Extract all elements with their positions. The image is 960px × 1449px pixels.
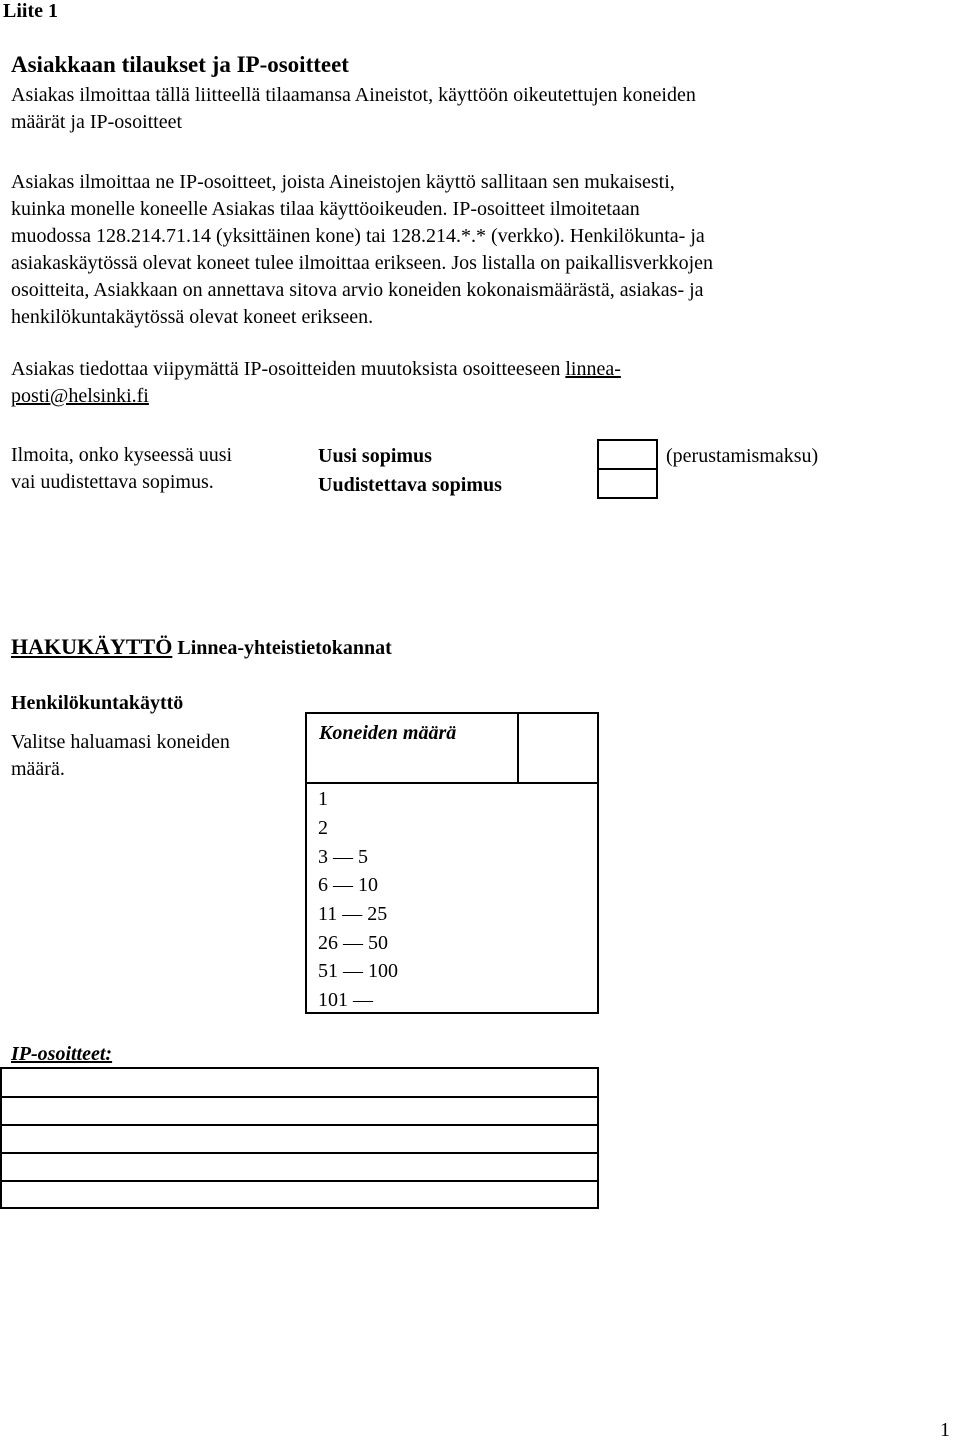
range-option[interactable]: 11 — 25 xyxy=(318,903,388,925)
field-separator xyxy=(2,1124,597,1126)
paragraph-line xyxy=(11,356,621,383)
new-contract-label: Uusi sopimus xyxy=(318,445,432,467)
attachment-label: Liite 1 xyxy=(3,0,58,22)
section-heading xyxy=(11,633,392,662)
intro-line: määrät ja IP-osoitteet xyxy=(11,111,183,133)
paragraph-line: Asiakas ilmoittaa ne IP-osoitteet, joista Aineistojen käyttö sallitaan sen mukaisesti, xyxy=(11,171,675,193)
section-heading-sub: Linnea-yhteistietokannat xyxy=(172,637,392,659)
range-option[interactable]: 51 — 100 xyxy=(318,960,398,982)
page-title: Asiakkaan tilaukset ja IP-osoitteet xyxy=(11,52,349,77)
section-heading-main: HAKUKÄYTTÖ xyxy=(11,634,173,659)
field-separator xyxy=(2,1096,597,1098)
table-divider xyxy=(307,782,597,784)
paragraph-line: osoitteita, Asiakkaan on annettava sitova arvio koneiden kokonaismäärästä, asiakas- ja xyxy=(11,279,704,301)
subsection-heading: Henkilökuntakäyttö xyxy=(11,692,184,714)
ip-address-fields xyxy=(0,1067,599,1209)
range-option[interactable]: 1 xyxy=(318,788,328,810)
machine-count-instruction xyxy=(11,729,230,783)
range-option[interactable]: 3 — 5 xyxy=(318,846,368,868)
intro-line: Asiakas ilmoittaa tällä liitteellä tilaamansa Aineistot, käyttöön oikeutettujen koneiden xyxy=(11,84,696,106)
question-line: vai uudistettava sopimus. xyxy=(11,471,214,493)
renewal-contract-checkbox[interactable] xyxy=(597,468,658,499)
notification-paragraph xyxy=(11,356,621,410)
machine-count-table xyxy=(305,712,599,1014)
field-separator xyxy=(2,1152,597,1154)
paragraph-line: muodossa 128.214.71.14 (yksittäinen kone) tai 128.214.*.* (verkko). Henkilökunta- ja xyxy=(11,225,705,247)
paragraph-line: kuinka monelle koneelle Asiakas tilaa käyttöoikeuden. IP-osoitteet ilmoitetaan xyxy=(11,198,640,220)
paragraph-line: henkilökuntakäytössä olevat koneet erikseen. xyxy=(11,306,374,328)
paragraph-line: asiakaskäytössä olevat koneet tulee ilmoittaa erikseen. Jos listalla on paikallisverkkojen xyxy=(11,252,714,274)
question-line: Ilmoita, onko kyseessä uusi xyxy=(11,444,233,466)
range-option[interactable]: 2 xyxy=(318,817,328,839)
paragraph-line xyxy=(11,383,621,410)
instruction-line: Valitse haluamasi koneiden xyxy=(11,731,230,753)
ip-addresses-label: IP-osoitteet: xyxy=(11,1043,113,1065)
notification-text: Asiakas tiedottaa viipymättä IP-osoitteiden muutoksista osoitteeseen xyxy=(11,358,566,380)
instruction-line: määrä. xyxy=(11,758,65,780)
table-divider xyxy=(517,714,519,783)
range-option[interactable]: 26 — 50 xyxy=(318,932,388,954)
email-link[interactable]: linnea- xyxy=(565,358,621,380)
new-contract-checkbox[interactable] xyxy=(597,439,658,470)
email-link[interactable]: posti@helsinki.fi xyxy=(11,385,149,407)
setup-fee-note: (perustamismaksu) xyxy=(666,445,819,467)
contract-question xyxy=(11,442,232,496)
table-header: Koneiden määrä xyxy=(319,722,457,744)
ip-instructions-paragraph xyxy=(11,169,713,331)
renewal-contract-label: Uudistettava sopimus xyxy=(318,474,502,496)
range-option[interactable]: 6 — 10 xyxy=(318,874,378,896)
intro-text xyxy=(11,82,696,136)
field-separator xyxy=(2,1180,597,1182)
range-option[interactable]: 101 — xyxy=(318,989,373,1011)
page-number: 1 xyxy=(940,1419,950,1441)
